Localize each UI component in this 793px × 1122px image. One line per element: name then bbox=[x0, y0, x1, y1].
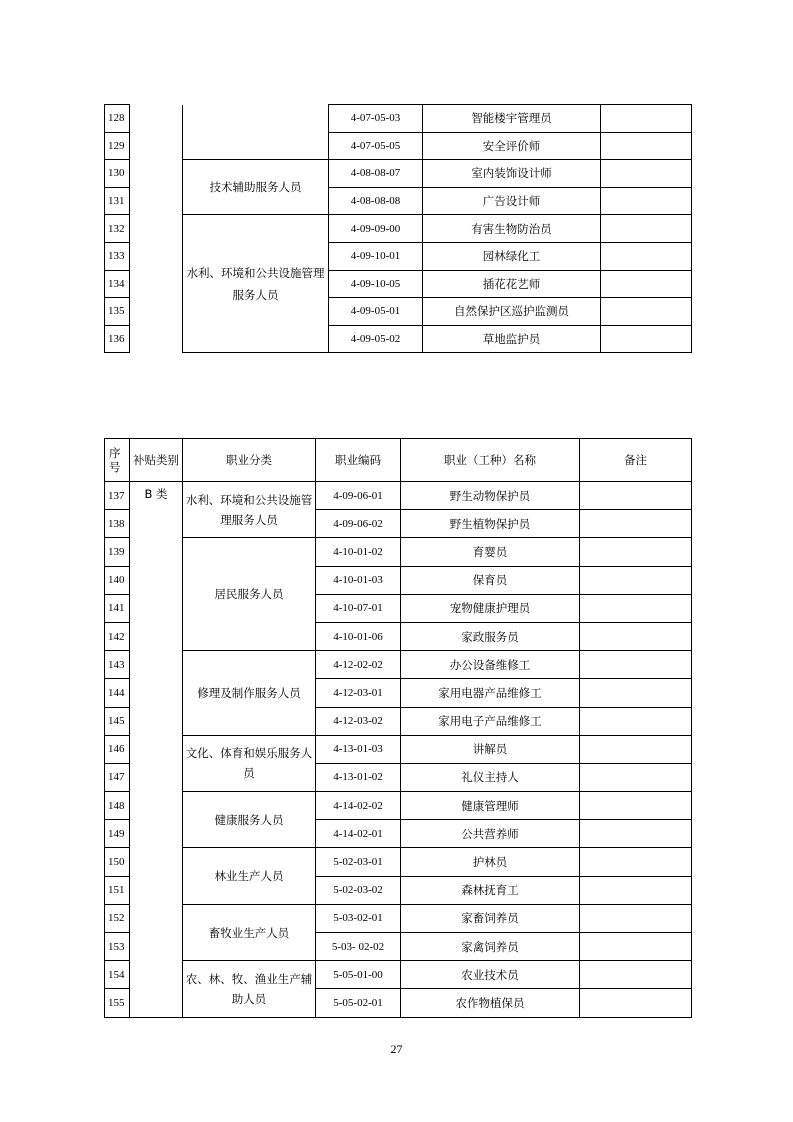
subsidy-cell: B 类 bbox=[130, 482, 183, 1018]
note-cell bbox=[601, 132, 692, 160]
note-cell bbox=[580, 594, 692, 622]
occupation-name: 护林员 bbox=[401, 848, 580, 876]
occupation-code: 4-10-01-06 bbox=[316, 622, 401, 650]
category-cell: 水利、环境和公共设施管理服务人员 bbox=[183, 215, 329, 353]
occupation-name: 育婴员 bbox=[401, 538, 580, 566]
note-cell bbox=[580, 707, 692, 735]
note-cell bbox=[580, 961, 692, 989]
row-number: 130 bbox=[105, 160, 130, 188]
category-cell bbox=[183, 105, 329, 160]
row-number: 137 bbox=[105, 482, 130, 510]
table-row bbox=[105, 482, 692, 510]
note-cell bbox=[580, 538, 692, 566]
occupation-name: 智能楼宇管理员 bbox=[423, 105, 601, 133]
occupation-name: 农作物植保员 bbox=[401, 989, 580, 1017]
occupation-name: 家用电子产品维修工 bbox=[401, 707, 580, 735]
occupation-name: 农业技术员 bbox=[401, 961, 580, 989]
occupation-name: 家禽饲养员 bbox=[401, 933, 580, 961]
occupation-code: 4-12-03-02 bbox=[316, 707, 401, 735]
note-cell bbox=[601, 242, 692, 270]
note-cell bbox=[580, 679, 692, 707]
occupation-name: 插花花艺师 bbox=[423, 270, 601, 298]
note-cell bbox=[580, 622, 692, 650]
occupation-name: 草地监护员 bbox=[423, 325, 601, 353]
row-number: 129 bbox=[105, 132, 130, 160]
occupation-name: 有害生物防治员 bbox=[423, 215, 601, 243]
header-seq: 序号 bbox=[105, 439, 130, 482]
occupation-code: 4-09-09-00 bbox=[329, 215, 423, 243]
occupation-name: 室内装饰设计师 bbox=[423, 160, 601, 188]
header-name: 职业（工种）名称 bbox=[401, 439, 580, 482]
occupation-name: 家畜饲养员 bbox=[401, 904, 580, 932]
table-row bbox=[105, 105, 692, 133]
note-cell bbox=[580, 566, 692, 594]
occupation-code: 5-02-03-02 bbox=[316, 876, 401, 904]
occupation-name: 宠物健康护理员 bbox=[401, 594, 580, 622]
row-number: 143 bbox=[105, 651, 130, 679]
row-number: 152 bbox=[105, 904, 130, 932]
occupation-name: 野生植物保护员 bbox=[401, 510, 580, 538]
row-number: 145 bbox=[105, 707, 130, 735]
category-cell: 修理及制作服务人员 bbox=[183, 651, 316, 736]
occupation-code: 4-09-06-02 bbox=[316, 510, 401, 538]
row-number: 135 bbox=[105, 298, 130, 326]
note-cell bbox=[580, 792, 692, 820]
occupation-name: 健康管理师 bbox=[401, 792, 580, 820]
occupation-name: 安全评价师 bbox=[423, 132, 601, 160]
table-header-row bbox=[105, 439, 692, 482]
occupation-code: 4-12-03-01 bbox=[316, 679, 401, 707]
occupation-code: 4-14-02-02 bbox=[316, 792, 401, 820]
occupation-code: 4-14-02-01 bbox=[316, 820, 401, 848]
row-number: 128 bbox=[105, 105, 130, 133]
occupation-code: 4-12-02-02 bbox=[316, 651, 401, 679]
row-number: 155 bbox=[105, 989, 130, 1017]
row-number: 138 bbox=[105, 510, 130, 538]
table-row bbox=[105, 215, 692, 243]
occupation-code: 4-09-06-01 bbox=[316, 482, 401, 510]
occupation-code: 4-09-10-01 bbox=[329, 242, 423, 270]
occupation-name: 自然保护区巡护监测员 bbox=[423, 298, 601, 326]
row-number: 154 bbox=[105, 961, 130, 989]
row-number: 153 bbox=[105, 933, 130, 961]
category-cell: 健康服务人员 bbox=[183, 792, 316, 848]
occupation-code: 4-07-05-05 bbox=[329, 132, 423, 160]
occupation-code: 4-09-05-01 bbox=[329, 298, 423, 326]
note-cell bbox=[580, 482, 692, 510]
row-number: 134 bbox=[105, 270, 130, 298]
occupation-code: 4-07-05-03 bbox=[329, 105, 423, 133]
category-cell: 居民服务人员 bbox=[183, 538, 316, 651]
note-cell bbox=[580, 876, 692, 904]
row-number: 142 bbox=[105, 622, 130, 650]
category-cell: 农、林、牧、渔业生产辅助人员 bbox=[183, 961, 316, 1017]
occupation-name: 讲解员 bbox=[401, 735, 580, 763]
note-cell bbox=[601, 298, 692, 326]
row-number: 150 bbox=[105, 848, 130, 876]
occupation-code: 4-10-07-01 bbox=[316, 594, 401, 622]
table-row bbox=[105, 735, 692, 763]
row-number: 139 bbox=[105, 538, 130, 566]
page-number: 27 bbox=[390, 1042, 403, 1056]
occupation-code: 4-13-01-02 bbox=[316, 763, 401, 791]
category-cell: 水利、环境和公共设施管理服务人员 bbox=[183, 482, 316, 538]
note-cell bbox=[601, 270, 692, 298]
occupation-code: 4-08-08-08 bbox=[329, 187, 423, 215]
row-number: 132 bbox=[105, 215, 130, 243]
note-cell bbox=[601, 215, 692, 243]
occupation-code: 5-05-02-01 bbox=[316, 989, 401, 1017]
row-number: 133 bbox=[105, 242, 130, 270]
note-cell bbox=[580, 651, 692, 679]
occupation-name: 野生动物保护员 bbox=[401, 482, 580, 510]
note-cell bbox=[601, 105, 692, 133]
table-row bbox=[105, 904, 692, 932]
note-cell bbox=[580, 989, 692, 1017]
occupation-code: 5-02-03-01 bbox=[316, 848, 401, 876]
occupation-code: 5-05-01-00 bbox=[316, 961, 401, 989]
table-row bbox=[105, 538, 692, 566]
header-category: 职业分类 bbox=[183, 439, 316, 482]
occupation-name: 家政服务员 bbox=[401, 622, 580, 650]
row-number: 144 bbox=[105, 679, 130, 707]
note-cell bbox=[601, 187, 692, 215]
table-row bbox=[105, 651, 692, 679]
note-cell bbox=[580, 820, 692, 848]
occupation-code: 4-08-08-07 bbox=[329, 160, 423, 188]
occupation-name: 森林抚育工 bbox=[401, 876, 580, 904]
row-number: 136 bbox=[105, 325, 130, 353]
occupation-name: 办公设备维修工 bbox=[401, 651, 580, 679]
category-cell: 畜牧业生产人员 bbox=[183, 904, 316, 960]
row-number: 131 bbox=[105, 187, 130, 215]
row-number: 141 bbox=[105, 594, 130, 622]
category-cell: 技术辅助服务人员 bbox=[183, 160, 329, 215]
header-note: 备注 bbox=[580, 439, 692, 482]
occupation-code: 4-09-10-05 bbox=[329, 270, 423, 298]
occupation-code: 4-13-01-03 bbox=[316, 735, 401, 763]
category-cell: 文化、体育和娱乐服务人员 bbox=[183, 735, 316, 791]
subsidy-cell bbox=[130, 105, 183, 353]
table-row bbox=[105, 848, 692, 876]
occupation-code: 5-03- 02-02 bbox=[316, 933, 401, 961]
note-cell bbox=[601, 325, 692, 353]
occupation-name: 礼仪主持人 bbox=[401, 763, 580, 791]
table-row bbox=[105, 792, 692, 820]
note-cell bbox=[580, 933, 692, 961]
note-cell bbox=[601, 160, 692, 188]
note-cell bbox=[580, 848, 692, 876]
note-cell bbox=[580, 510, 692, 538]
note-cell bbox=[580, 735, 692, 763]
row-number: 140 bbox=[105, 566, 130, 594]
occupation-table-continued bbox=[104, 104, 692, 353]
header-subsidy: 补贴类别 bbox=[130, 439, 183, 482]
occupation-code: 4-09-05-02 bbox=[329, 325, 423, 353]
occupation-name: 家用电器产品维修工 bbox=[401, 679, 580, 707]
row-number: 149 bbox=[105, 820, 130, 848]
table-row bbox=[105, 160, 692, 188]
category-cell: 林业生产人员 bbox=[183, 848, 316, 904]
row-number: 151 bbox=[105, 876, 130, 904]
row-number: 146 bbox=[105, 735, 130, 763]
occupation-name: 公共营养师 bbox=[401, 820, 580, 848]
row-number: 147 bbox=[105, 763, 130, 791]
occupation-code: 4-10-01-03 bbox=[316, 566, 401, 594]
occupation-name: 园林绿化工 bbox=[423, 242, 601, 270]
occupation-code: 5-03-02-01 bbox=[316, 904, 401, 932]
occupation-name: 广告设计师 bbox=[423, 187, 601, 215]
note-cell bbox=[580, 904, 692, 932]
header-code: 职业编码 bbox=[316, 439, 401, 482]
table-row bbox=[105, 961, 692, 989]
note-cell bbox=[580, 763, 692, 791]
row-number: 148 bbox=[105, 792, 130, 820]
occupation-name: 保育员 bbox=[401, 566, 580, 594]
occupation-code: 4-10-01-02 bbox=[316, 538, 401, 566]
occupation-table bbox=[104, 438, 692, 1018]
